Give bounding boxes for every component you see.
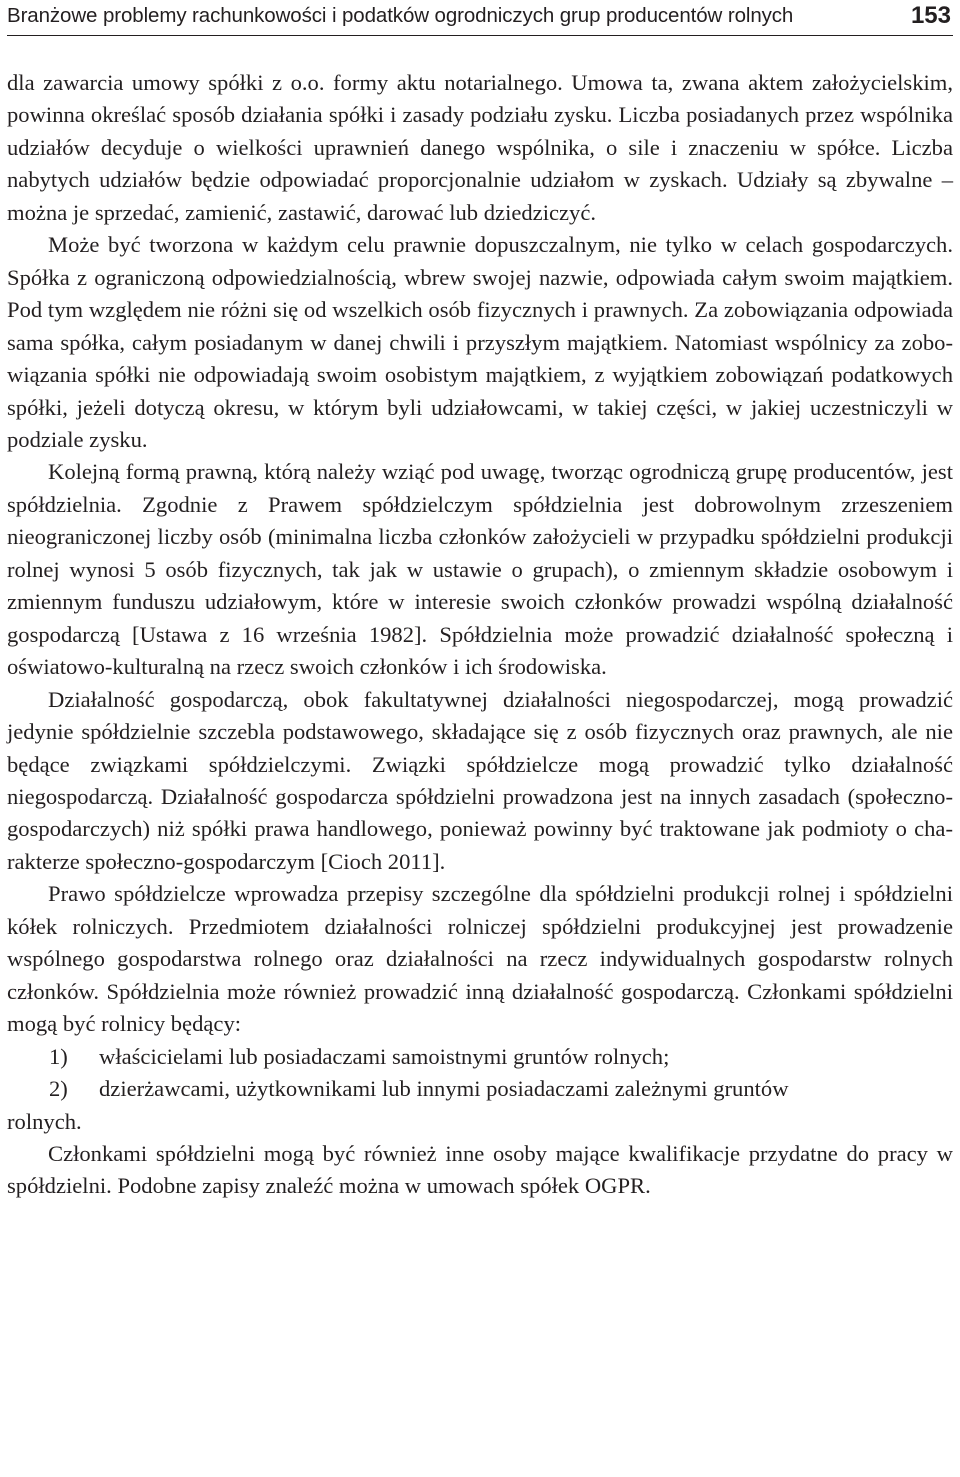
paragraph: Kolejną formą prawną, którą należy wziąć pod uwagę, tworząc ogrodniczą grupę producentów, jest spółdzielnia. Zgodnie z Prawem spółdzielczym spółdzielnia jest dobrowolnym zrzeszeniem nieograniczonej liczby osób (minimalna liczba członków założycieli w przypadku spółdzielni produkcji rolnej wynosi 5 osób fizycznych, tak jak w ustawie o grupach), o zmiennym składzie osobowym i zmiennym funduszu udziałowym, które w interesie swoich członków prowadzi wspólną działalność gospodarczą [Ustawa z 16 września 1982]. Spółdzielnia może prowadzić działalność społeczną i oświatowo-kulturalną na rzecz swoich członków i ich środowiska. [7, 459, 953, 680]
paragraph: dla zawarcia umowy spółki z o.o. formy aktu notarialnego. Umowa ta, zwana aktem założycielskim, powinna określać sposób działania spółki i zasady podziału zysku. Liczba posiadanych przez wspólnika udziałów decyduje o wielkości uprawnień danego wspólnika, o sile i znaczeniu w spółce. Liczba nabytych udziałów będzie odpowiadać proporcjonalnie udziałom w zyskach. Udziały są zbywalne – można je sprzedać, zamienić, zastawić, darować lub dziedziczyć. [7, 70, 953, 225]
list-continuation: rolnych. [7, 1108, 82, 1134]
list-marker: 1) [49, 1043, 68, 1069]
running-header [7, 1, 953, 36]
running-header-title: Branżowe problemy rachunkowości i podatków ogrodniczych grup producentów rolnych [7, 4, 794, 27]
list-item-text: właścicielami lub posiadaczami samoistnymi gruntów rolnych; [99, 1043, 670, 1069]
page-number: 153 [910, 2, 951, 29]
list-item [7, 1041, 953, 1073]
paragraph: Prawo spółdzielcze wprowadza przepisy szczególne dla spółdzielni produkcji rolnej i spółdzielni kółek rolniczych. Przedmiotem działalności rolniczej spółdzielni produkcyjnej jest prowadzenie wspólnego gospodarstwa rolnego oraz działalności na rzecz indywidualnych gospodarstw rolnych członków. Spółdzielnia może również prowadzić inną działalność gospodarczą. Członkami spółdzielni mogą być rolnicy będący: [7, 881, 953, 1037]
paragraph: Działalność gospodarczą, obok fakultatywnej działalności niegospodarczej, mogą prowadzić jedynie spółdzielnie szczebla podstawowego, składające się z osób fizycznych oraz prawnych, ale nie będące związkami spółdzielczymi. Związki spółdzielcze mogą prowadzić tylko działalność niegospodarczą. Działalność gospodarcza spółdzielni prowadzona jest na innych zasadach (społeczno-gospodarczych) niż spółki prawa handlowego, ponieważ powinny być traktowane jak podmioty o charakterze społeczno-gospodarczym [Cioch 2011]. [7, 686, 953, 874]
document-page [7, 0, 953, 1203]
body-text [7, 67, 953, 1203]
list-marker: 2) [49, 1076, 68, 1102]
list-item [7, 1073, 953, 1105]
paragraph: Członkami spółdzielni mogą być również inne osoby mające kwalifikacje przydatne do pracy w spółdzielni. Podobne zapisy znaleźć można w umowach spółek OGPR. [7, 1140, 953, 1199]
paragraph: Może być tworzona w każdym celu prawnie dopuszczalnym, nie tylko w celach gospodarczych. Spółka z ograniczoną odpowiedzialnością, wbrew swojej nazwie, odpowiada całym swoim majątkiem. Pod tym względem nie różni się od wszelkich osób fizycznych i prawnych. Za zobowiązania odpowiada sama spółka, całym posiadanym w danej chwili i przyszłym majątkiem. Natomiast wspólnicy za zobowiązania spółki nie odpowiadają swoim osobistym majątkiem, z wyjątkiem zobowiązań podatkowych spółki, jeżeli dotyczą okresu, w którym byli udziałowcami, w takiej części, w jakiej uczestniczyli w podziale zysku. [7, 232, 953, 452]
list-item-text: dzierżawcami, użytkownikami lub innymi posiadaczami zależnymi gruntów [99, 1076, 789, 1102]
